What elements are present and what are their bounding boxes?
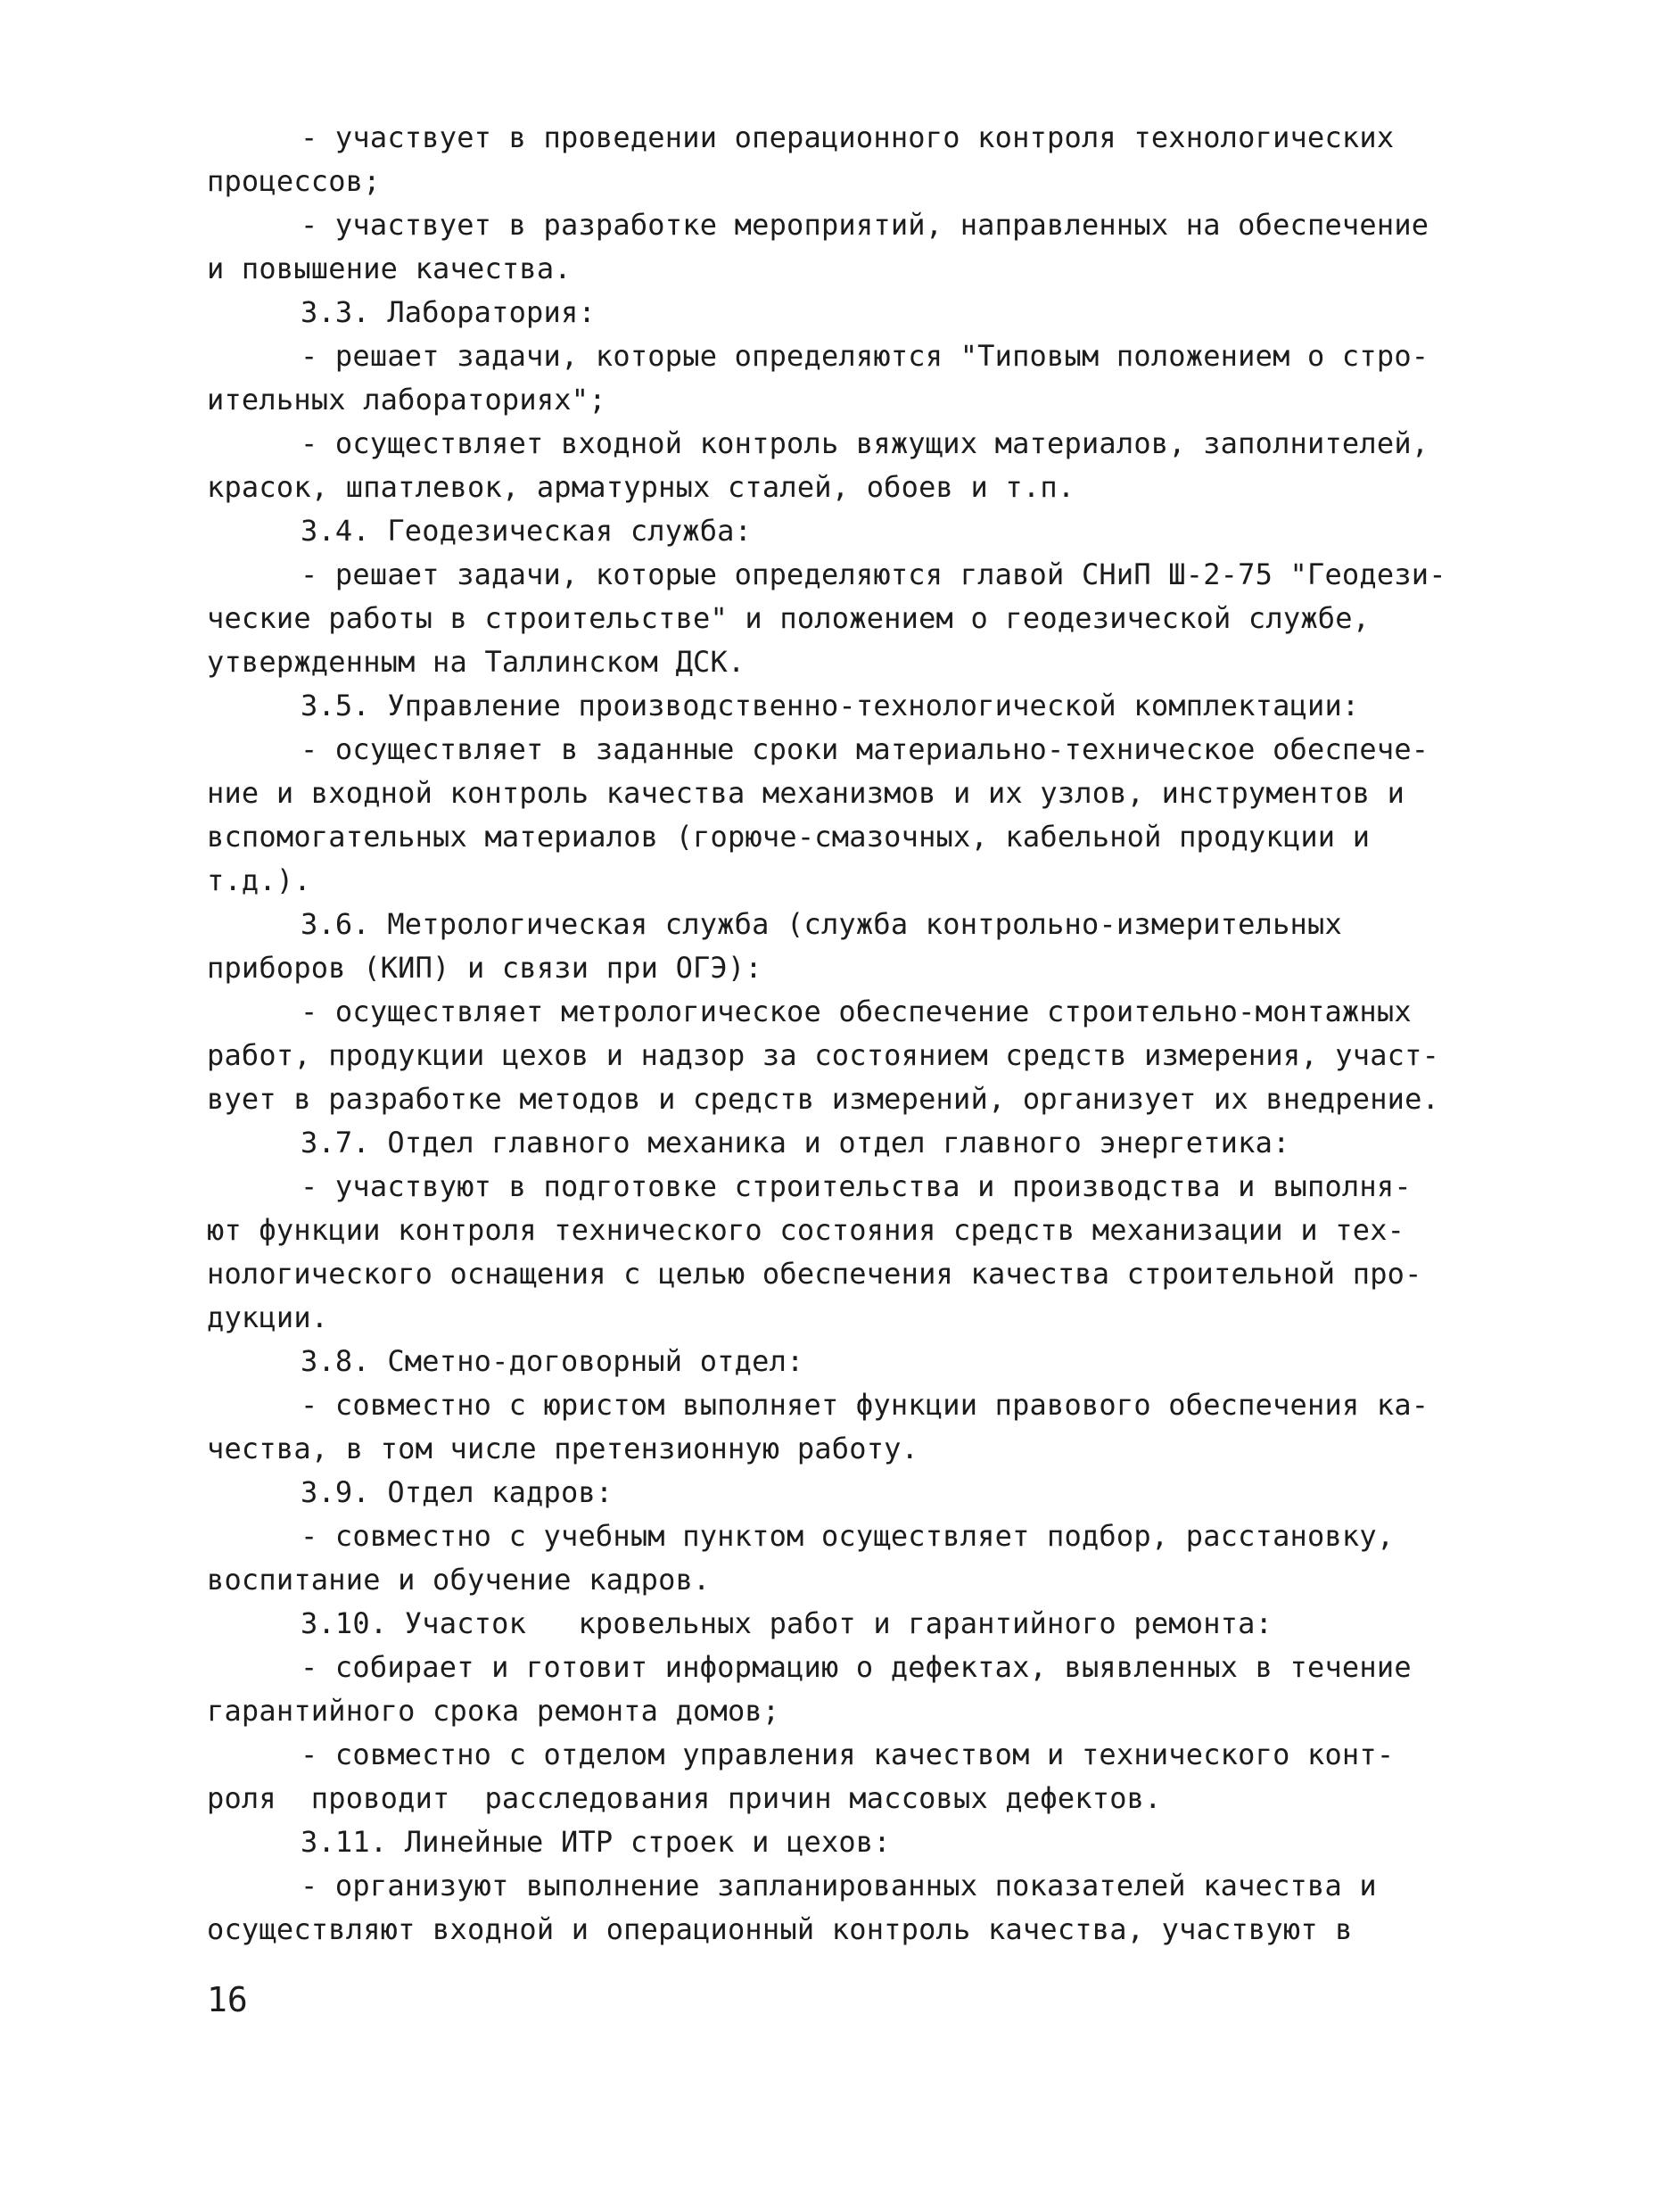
text-line: - участвуют в подготовке строительства и производства и выполня- xyxy=(301,1169,1412,1203)
text-line: - организуют выполнение запланированных показателей качества и xyxy=(301,1869,1377,1902)
text-line: ческие работы в строительстве" и положением о геодезической службе, xyxy=(207,601,1371,635)
text-line: - совместно с юристом выполняет функции правового обеспечения ка- xyxy=(301,1388,1429,1422)
document-body xyxy=(207,116,1455,1952)
text-line: 3.5. Управление производственно-технологической комплектации: xyxy=(301,689,1360,722)
text-line: чества, в том числе претензионную работу. xyxy=(207,1432,919,1465)
text-line: дукции. xyxy=(207,1300,329,1334)
text-line: 3.8. Сметно-договорный отдел: xyxy=(301,1344,804,1378)
text-line: - совместно с учебным пунктом осуществляет подбор, расстановку, xyxy=(301,1519,1395,1553)
text-line: красок, шпатлевок, арматурных сталей, обоев и т.п. xyxy=(207,470,1075,504)
text-line: гарантийного срока ремонта домов; xyxy=(207,1694,780,1728)
text-line: - совместно с отделом управления качеством и технического конт- xyxy=(301,1737,1395,1771)
text-line: ют функции контроля технического состояния средств механизации и тех- xyxy=(207,1213,1405,1247)
text-line: - решает задачи, которые определяются главой СНиП Ш-2-75 "Геодези- xyxy=(301,557,1446,591)
text-line: - участвует в проведении операционного контроля технологических xyxy=(301,120,1395,154)
text-line: - решает задачи, которые определяются "Типовым положением о стро- xyxy=(301,339,1429,373)
text-line: - осуществляет в заданные сроки материально-техническое обеспече- xyxy=(301,732,1429,766)
text-line: ительных лабораториях"; xyxy=(207,383,606,417)
text-line: - участвует в разработке мероприятий, направленных на обеспечение xyxy=(301,208,1429,242)
text-line: 3.9. Отдел кадров: xyxy=(301,1475,614,1509)
text-line: 3.4. Геодезическая служба: xyxy=(301,514,753,548)
text-line: вует в разработке методов и средств измерений, организует их внедрение. xyxy=(207,1082,1440,1116)
text-line: вспомогательных материалов (горюче-смазочных, кабельной продукции и xyxy=(207,820,1371,854)
text-line: 3.10. Участок кровельных работ и гарантийного ремонта: xyxy=(301,1606,1273,1640)
text-line: приборов (КИП) и связи при ОГЭ): xyxy=(207,951,762,985)
page-number: 16 xyxy=(207,1980,248,2019)
text-line: 3.6. Метрологическая служба (служба контрольно-измерительных xyxy=(301,907,1342,941)
text-line: утвержденным на Таллинском ДСК. xyxy=(207,645,746,679)
text-line: - собирает и готовит информацию о дефектах, выявленных в течение xyxy=(301,1650,1412,1684)
text-line: ние и входной контроль качества механизмов и их узлов, инструментов и xyxy=(207,776,1405,810)
text-line: воспитание и обучение кадров. xyxy=(207,1563,711,1597)
text-line: работ, продукции цехов и надзор за состоянием средств измерения, участ- xyxy=(207,1038,1440,1072)
text-line: роля проводит расследования причин массовых дефектов. xyxy=(207,1781,1162,1815)
text-line: процессов; xyxy=(207,164,381,198)
text-line: - осуществляет метрологическое обеспечение строительно-монтажных xyxy=(301,995,1412,1028)
text-line: 3.7. Отдел главного механика и отдел главного энергетика: xyxy=(301,1126,1290,1160)
text-line: 3.11. Линейные ИТР строек и цехов: xyxy=(301,1825,891,1859)
text-line: 3.3. Лаборатория: xyxy=(301,295,596,329)
text-line: нологического оснащения с целью обеспечения качества строительной про- xyxy=(207,1257,1422,1291)
text-line: и повышение качества. xyxy=(207,252,572,285)
text-line: - осуществляет входной контроль вяжущих материалов, заполнителей, xyxy=(301,426,1429,460)
text-line: осуществляют входной и операционный контроль качества, участвуют в xyxy=(207,1912,1353,1946)
text-line: т.д.). xyxy=(207,863,311,897)
